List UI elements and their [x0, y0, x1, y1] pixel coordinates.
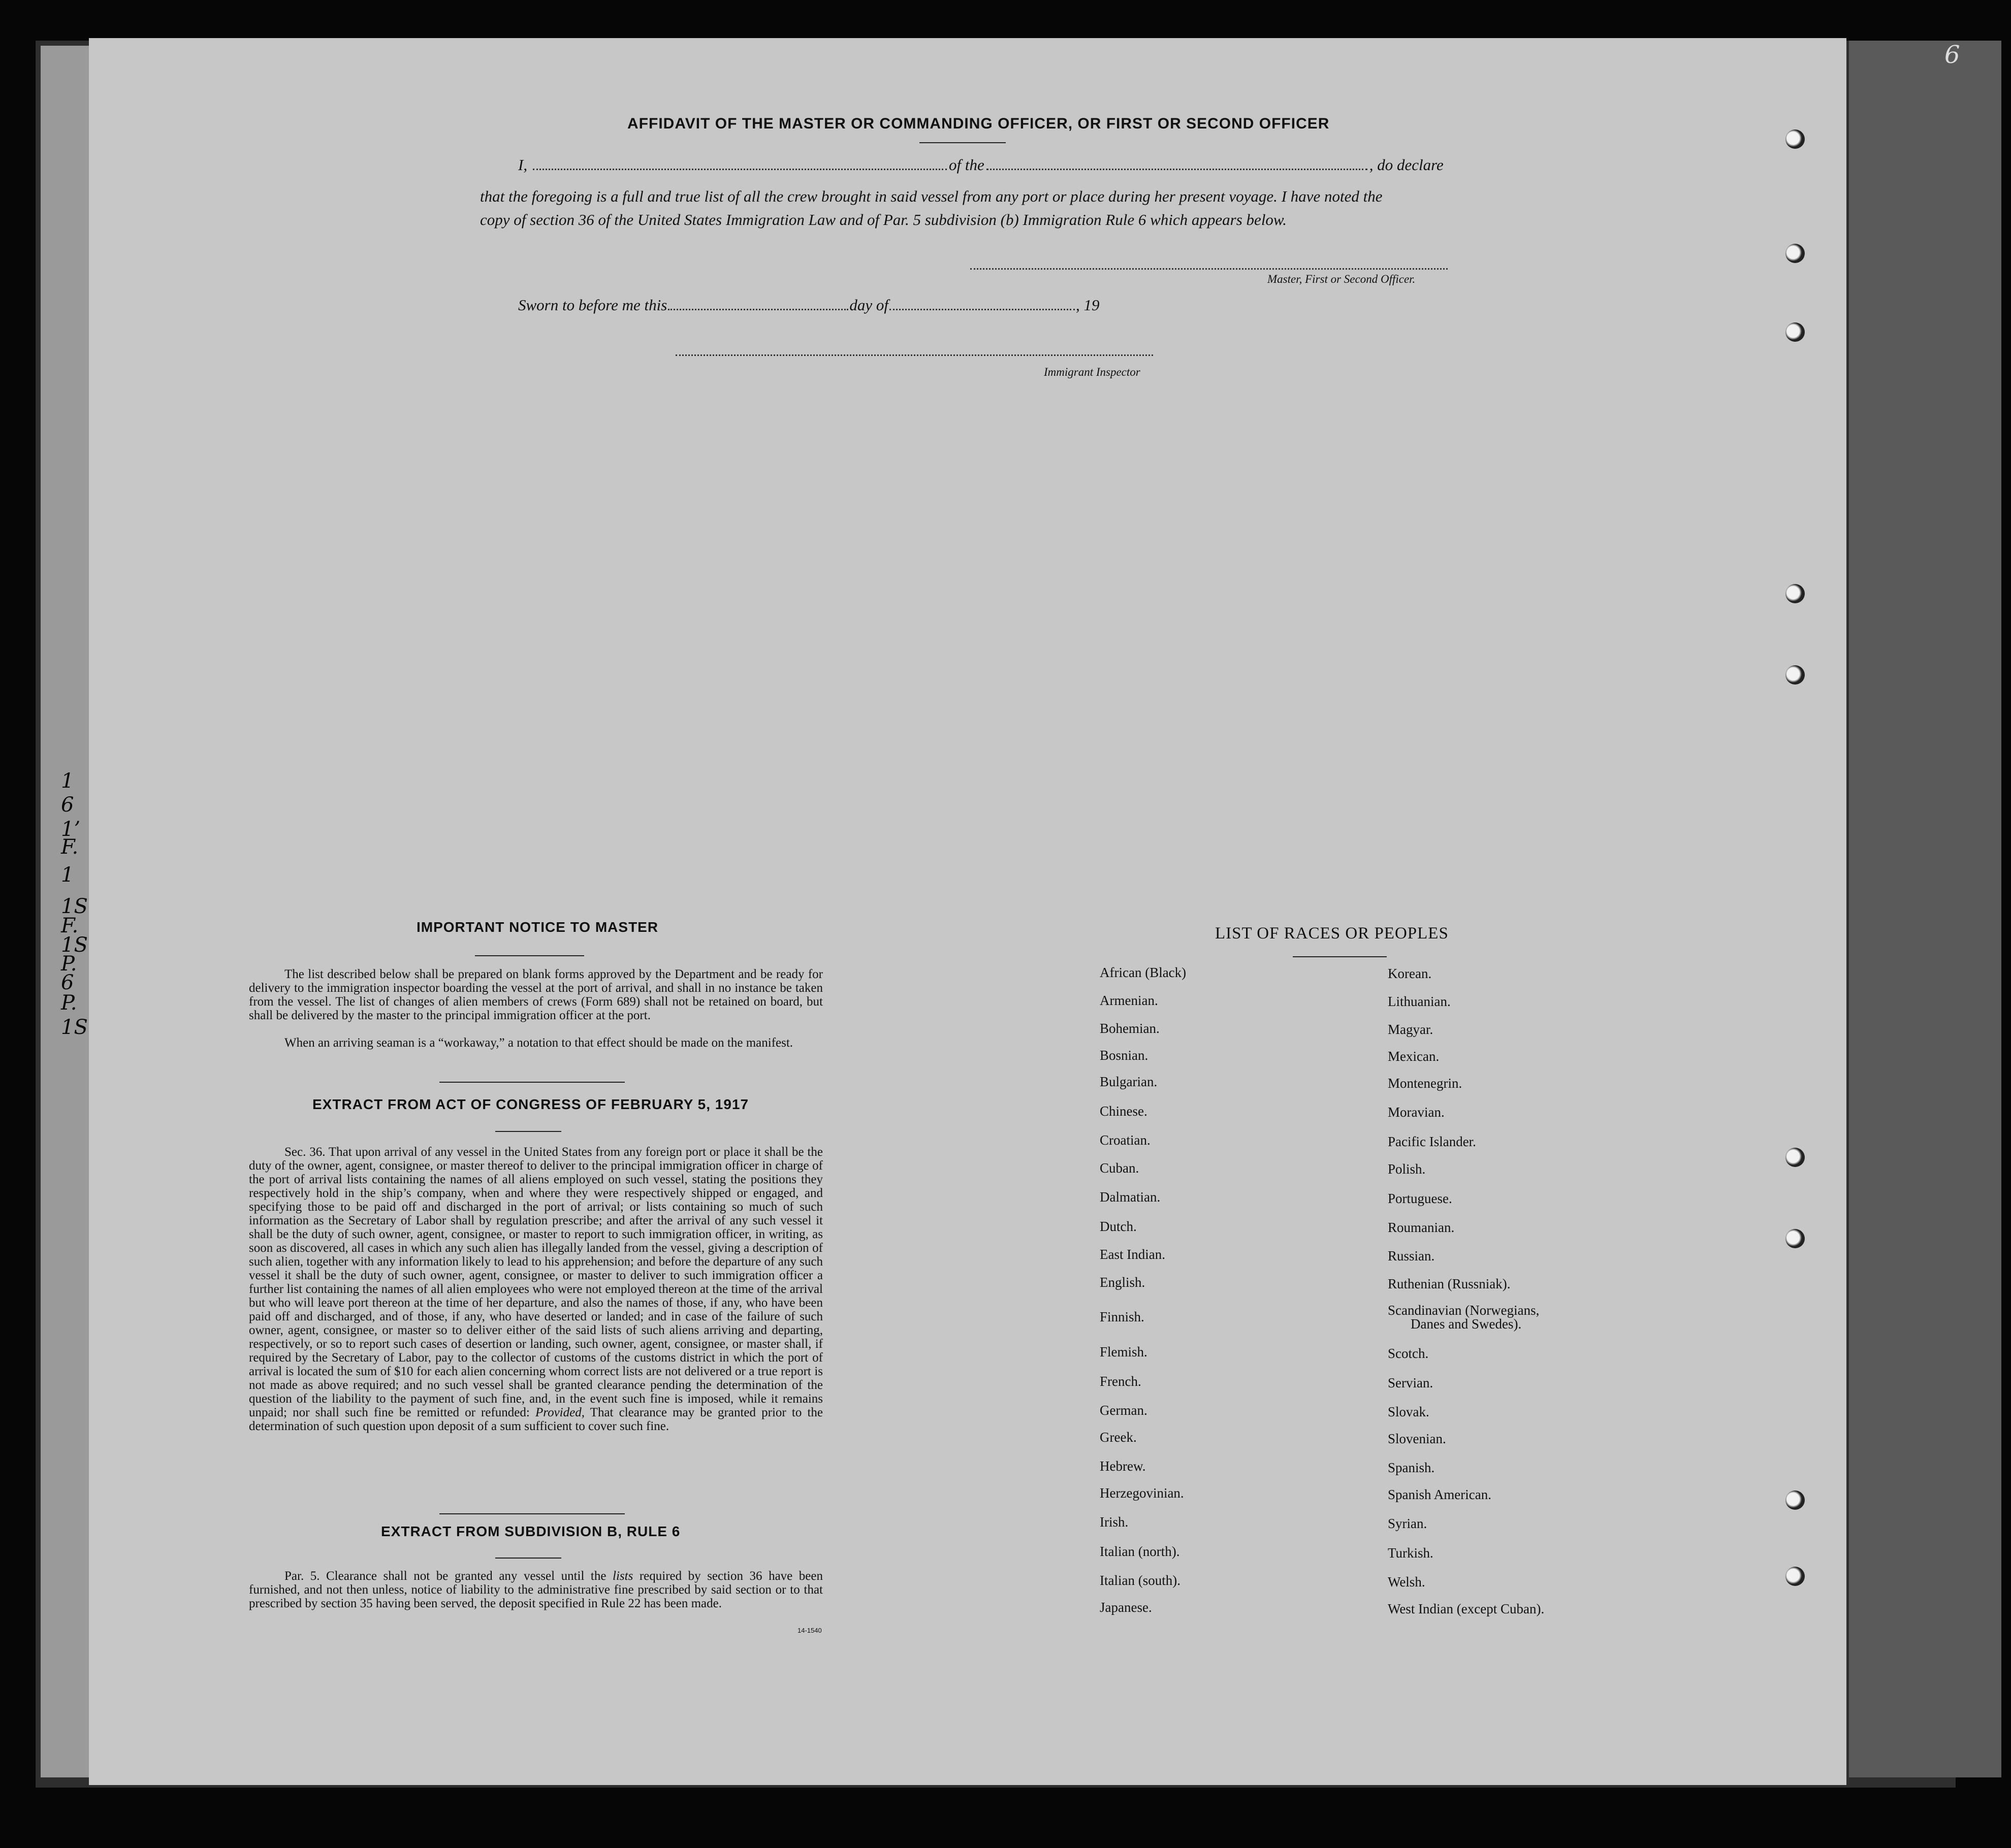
race-item: Turkish.: [1388, 1545, 1433, 1561]
do-declare-label: , do declare: [1369, 156, 1444, 174]
act-extract-title: EXTRACT FROM ACT OF CONGRESS OF FEBRUARY 5, 1917: [312, 1096, 749, 1112]
name-field[interactable]: [533, 157, 947, 170]
officer-signature-line[interactable]: [970, 268, 1448, 270]
notice-paragraph-2: When an arriving seaman is a “workaway,” a notation to that effect should be made on the manifest.: [284, 1036, 793, 1050]
notice-title: IMPORTANT NOTICE TO MASTER: [417, 919, 659, 935]
rule-extract-title: EXTRACT FROM SUBDIVISION B, RULE 6: [381, 1523, 681, 1539]
margin-mark: 1: [61, 769, 74, 793]
section-label: Sec. 36.: [284, 1145, 326, 1159]
binder-hole: [1785, 322, 1805, 342]
form-code: 14-1540: [797, 1627, 822, 1634]
right-background-strip: [1849, 41, 2001, 1777]
act-extract-text: That upon arrival of any vessel in the United States from any foreign port or place it shall be the duty of the owner, agent, consignee, or master thereof to deliver to the principal immigration officer in charge of the port of arrival lists containing the names of all aliens employed on such vessel, stating the positions they respectively hold in the ship’s company, when and where they were respectively shipped or engaged, and specifying those to be paid off and discharged in the port of arrival; or lists containing so much of such information as the Secretary of Labor shall by regulation prescribe; and after the arrival of any such vessel it shall be the duty of such owner, agent, consignee, or master to report to such immigration officer, in writing, as soon as discovered, all cases in which any such alien has illegally landed from the vessel, giving a description of such alien, together with any information likely to lead to his apprehension; and before the departure of any such vessel it shall be the duty of such owner, agent, consignee, or master to deliver to such immigration officer a further list containing the names of all alien employees who were not employed thereon at the time of the arrival but who will leave port thereon at the time of her departure, and also the names of those, if any, who have been paid off and discharged, and of those, if any, who have deserted or landed; and in case of the failure of such owner, agent, consignee, or master so to deliver either of the said lists of such aliens arriving and departing, respectively, or so to report such cases of desertion or landing, such owner, agent, consignee, or master shall, if required by the Secretary of Labor, pay to the collector of customs of the customs district in which the port of arrival is located the sum of $10 for each alien concerning whom correct lists are not delivered or a true report is not made as above required; and no such vessel shall be granted clearance pending the determination of the question of the liability to the payment of such fine, and, in the event such fine is imposed, while it remains unpaid; nor shall such fine be remitted or refunded:: [249, 1145, 823, 1419]
race-item: Korean.: [1388, 966, 1432, 981]
notice-end-rule: [439, 1082, 625, 1083]
race-item: French.: [1100, 1374, 1141, 1389]
document-page: [89, 38, 1846, 1785]
race-item: West Indian (except Cuban).: [1388, 1601, 1545, 1616]
binder-hole: [1785, 1229, 1805, 1248]
sworn-day-field[interactable]: [668, 298, 848, 310]
margin-mark: F.: [61, 835, 79, 859]
margin-mark: F.: [61, 914, 79, 937]
race-item: Italian (north).: [1100, 1544, 1180, 1559]
binder-hole: [1785, 665, 1805, 685]
binder-hole: [1785, 244, 1805, 263]
race-item: Flemish.: [1100, 1344, 1147, 1359]
race-item: Polish.: [1388, 1161, 1426, 1177]
race-item: English.: [1100, 1275, 1145, 1290]
race-item: Servian.: [1388, 1375, 1433, 1390]
race-item: Armenian.: [1100, 993, 1158, 1008]
race-item: Irish.: [1100, 1514, 1129, 1530]
race-item: Lithuanian.: [1388, 994, 1451, 1009]
race-item: Scotch.: [1388, 1346, 1429, 1361]
race-item: Japanese.: [1100, 1600, 1152, 1615]
race-item: Syrian.: [1388, 1516, 1427, 1531]
inspector-caption: Immigrant Inspector: [1044, 366, 1140, 378]
act-extract-rule: [495, 1131, 561, 1132]
binder-hole: [1785, 584, 1805, 603]
race-item: Dutch.: [1100, 1219, 1137, 1234]
race-item: Spanish.: [1388, 1460, 1435, 1475]
binder-hole: [1785, 129, 1805, 149]
margin-mark: 1S: [61, 933, 88, 957]
title-rule: [919, 142, 1006, 143]
race-item: Bulgarian.: [1100, 1074, 1158, 1089]
race-item: Magyar.: [1388, 1022, 1433, 1037]
act-extract-text-end: That clearance may be granted prior to the determination of such question upon deposit of a sum sufficient to cover such fine.: [249, 1406, 823, 1433]
race-item: Scandinavian (Norwegians,: [1388, 1303, 1540, 1318]
act-extract-body: [249, 1145, 823, 1433]
race-item: East Indian.: [1100, 1247, 1165, 1262]
races-title: LIST OF RACES OR PEOPLES: [1215, 924, 1449, 943]
affidavit-line3: copy of section 36 of the United States Immigration Law and of Par. 5 subdivision (b) Immigration Rule 6 which appears below.: [480, 211, 1287, 229]
race-item: Slovak.: [1388, 1404, 1429, 1419]
vessel-field[interactable]: [986, 157, 1367, 170]
race-item: Finnish.: [1100, 1309, 1144, 1324]
race-item: Cuban.: [1100, 1160, 1139, 1176]
race-item: Mexican.: [1388, 1049, 1440, 1064]
race-item: Moravian.: [1388, 1105, 1445, 1120]
rule-extract-body: [249, 1569, 823, 1610]
inspector-signature-line[interactable]: [676, 354, 1153, 356]
margin-mark: P.: [61, 991, 77, 1015]
sworn-label: Sworn to before me this: [518, 296, 667, 314]
race-item: Ruthenian (Russniak).: [1388, 1276, 1511, 1291]
margin-mark: 1: [61, 863, 74, 887]
race-item: Roumanian.: [1388, 1220, 1455, 1235]
provided-label: Provided,: [535, 1406, 585, 1419]
affidavit-i: I,: [518, 156, 528, 174]
binder-hole: [1785, 1567, 1805, 1586]
of-the-label: of the: [949, 156, 984, 174]
race-item-continuation: Danes and Swedes).: [1411, 1316, 1522, 1332]
officer-caption: Master, First or Second Officer.: [1267, 273, 1416, 285]
race-item: Bosnian.: [1100, 1048, 1148, 1063]
race-item: Portuguese.: [1388, 1191, 1452, 1206]
race-item: German.: [1100, 1403, 1147, 1418]
notice-paragraph-1: The list described below shall be prepared on blank forms approved by the Department and be ready for delivery to the immigration inspector boarding the vessel at the port of arrival, and shall in no instance be taken from the vessel. The list of changes of alien members of crews (Form 689) shall not be retained on board, but shall be delivered by the master to the principal immigration officer at the port.: [249, 967, 823, 1022]
margin-mark: P.: [61, 952, 77, 976]
race-item: Greek.: [1100, 1430, 1137, 1445]
race-item: Pacific Islander.: [1388, 1134, 1476, 1149]
affidavit-title: AFFIDAVIT OF THE MASTER OR COMMANDING OFFICER, OR FIRST OR SECOND OFFICER: [627, 115, 1330, 132]
margin-mark: 1S: [61, 895, 88, 918]
rule-extract-rule: [495, 1558, 561, 1559]
binder-hole: [1785, 1490, 1805, 1510]
race-item: Croatian.: [1100, 1132, 1151, 1148]
race-item: Slovenian.: [1388, 1431, 1446, 1446]
sworn-line: [518, 296, 1099, 314]
race-item: Welsh.: [1388, 1574, 1425, 1590]
year-label: , 19: [1075, 296, 1100, 314]
race-item: Italian (south).: [1100, 1573, 1180, 1588]
races-rule: [1293, 956, 1387, 957]
race-item: Hebrew.: [1100, 1458, 1146, 1474]
rule-text-b: required by section 36 have been furnished, and not then unless, notice of liability to the administrative fine prescribed by said section or to that prescribed by section 35 having been served, the deposit specified in Rule 22 has been made.: [249, 1569, 823, 1610]
race-item: Bohemian.: [1100, 1021, 1160, 1036]
race-item: African (Black): [1100, 965, 1187, 980]
page-number-mark: 6: [1944, 41, 1960, 69]
act-extract-end-rule: [439, 1513, 625, 1514]
rule-text-a: Par. 5. Clearance shall not be granted any vessel until the: [284, 1569, 607, 1583]
binder-hole: [1785, 1148, 1805, 1167]
race-item: Chinese.: [1100, 1104, 1147, 1119]
day-of-label: day of: [849, 296, 888, 314]
race-item: Dalmatian.: [1100, 1189, 1161, 1205]
notice-rule: [475, 955, 584, 956]
sworn-month-field[interactable]: [889, 298, 1075, 310]
race-item: Montenegrin.: [1388, 1076, 1462, 1091]
margin-mark: 6: [61, 793, 74, 817]
race-item: Spanish American.: [1388, 1487, 1491, 1502]
race-item: Russian.: [1388, 1248, 1435, 1263]
affidavit-line1: [518, 156, 1444, 174]
margin-mark: 6: [61, 971, 74, 994]
margin-mark: 1S: [61, 1016, 88, 1039]
margin-mark: 1’: [61, 818, 81, 841]
race-item: Herzegovinian.: [1100, 1485, 1184, 1501]
lists-word: lists: [613, 1569, 633, 1583]
affidavit-line2: that the foregoing is a full and true list of all the crew brought in said vessel from any port or place during her present voyage. I have noted the: [480, 187, 1383, 205]
